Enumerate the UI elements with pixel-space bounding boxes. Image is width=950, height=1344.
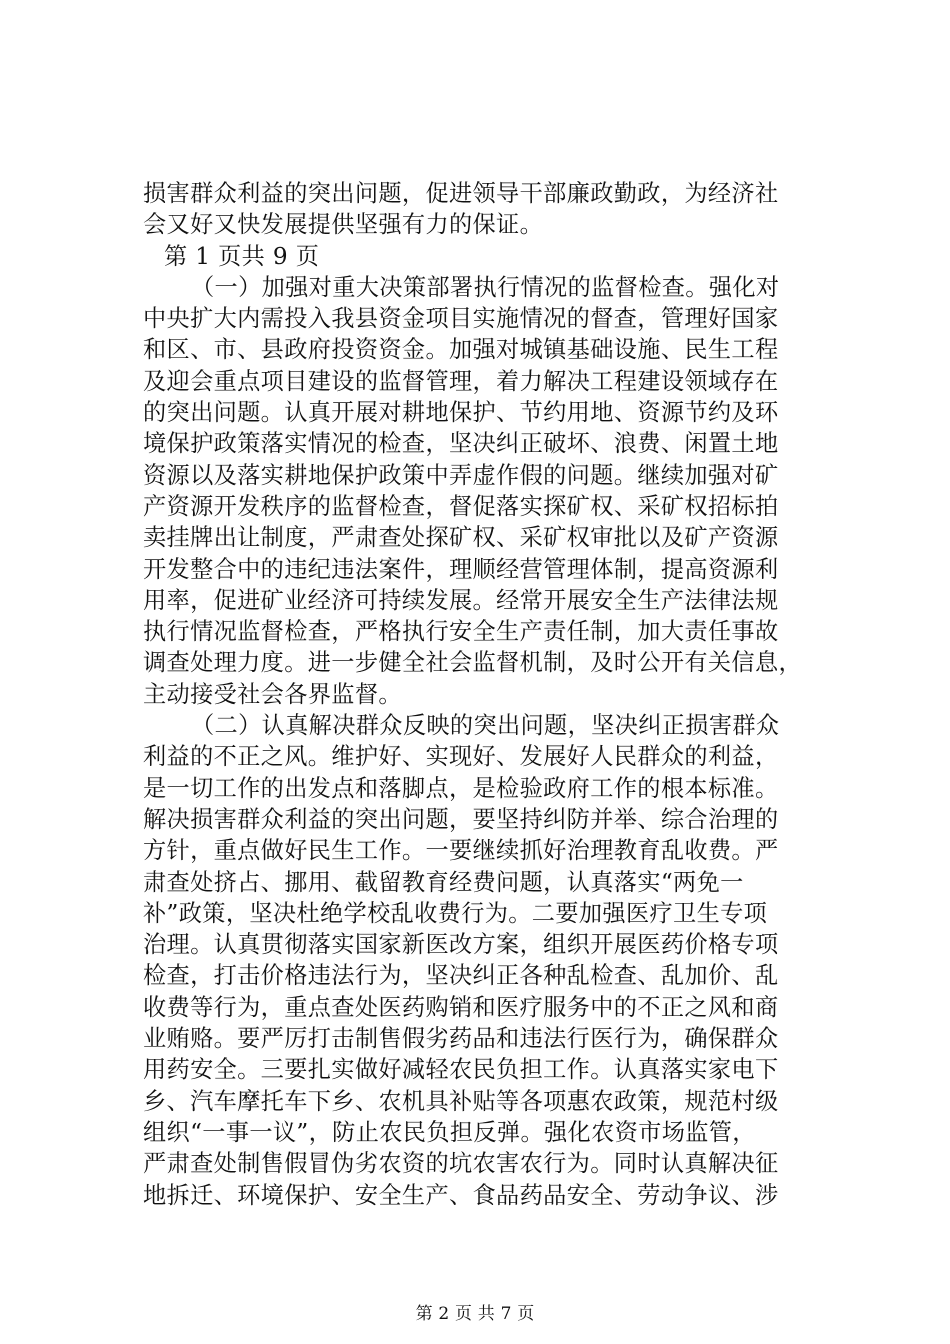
- section-2-line: 肃查处挤占、挪用、截留教育经费问题，认真落实“两免一: [143, 868, 744, 896]
- section-1-line: 执行情况监督检查，严格执行安全生产责任制，加大责任事故: [143, 618, 779, 646]
- section-2-line: （二）认真解决群众反映的突出问题，坚决纠正损害群众: [191, 712, 780, 740]
- section-2-line: 收费等行为，重点查处医药购销和医疗服务中的不正之风和商: [143, 993, 779, 1021]
- section-1-line: 境保护政策落实情况的检查，坚决纠正破坏、浪费、闲置土地: [143, 430, 779, 458]
- section-2-line: 业贿赂。要严厉打击制售假劣药品和违法行医行为，确保群众: [143, 1025, 779, 1053]
- section-2-line: 补”政策，坚决杜绝学校乱收费行为。二要加强医疗卫生专项: [143, 899, 768, 927]
- section-2-line: 乡、汽车摩托车下乡、农机具补贴等各项惠农政策，规范村级: [143, 1087, 779, 1115]
- section-1-line: 用率，促进矿业经济可持续发展。经常开展安全生产法律法规: [143, 586, 779, 614]
- section-1-line: 和区、市、县政府投资资金。加强对城镇基础设施、民生工程: [143, 336, 779, 364]
- section-1-line: 资源以及落实耕地保护政策中弄虚作假的问题。继续加强对矿: [143, 461, 779, 489]
- section-1-line: 调查处理力度。进一步健全社会监督机制，及时公开有关信息，: [143, 649, 803, 677]
- section-1-line: 及迎会重点项目建设的监督管理，着力解决工程建设领域存在: [143, 367, 779, 395]
- section-1-line: 开发整合中的违纪违法案件，理顺经营管理体制，提高资源利: [143, 555, 779, 583]
- document-body: [143, 178, 823, 1211]
- section-1-line: 中央扩大内需投入我县资金项目实施情况的督查，管理好国家: [143, 305, 779, 333]
- section-2-line: 利益的不正之风。维护好、实现好、发展好人民群众的利益，: [143, 743, 779, 771]
- inline-page-marker: 第 1 页共 9 页: [164, 242, 320, 270]
- section-2-line: 方针，重点做好民生工作。一要继续抓好治理教育乱收费。严: [143, 837, 779, 865]
- section-2-line: 地拆迁、环境保护、安全生产、食品药品安全、劳动争议、涉: [143, 1181, 779, 1209]
- section-1-line: 主动接受社会各界监督。: [143, 680, 402, 708]
- continuation-line: 损害群众利益的突出问题，促进领导干部廉政勤政，为经济社: [143, 180, 779, 207]
- section-2-line: 治理。认真贯彻落实国家新医改方案，组织开展医药价格专项: [143, 931, 779, 959]
- section-1-line: 产资源开发秩序的监督检查，督促落实探矿权、采矿权招标拍: [143, 492, 779, 520]
- page-footer: 第 2 页 共 7 页: [415, 1304, 535, 1324]
- section-1-line: 卖挂牌出让制度，严肃查处探矿权、采矿权审批以及矿产资源: [143, 524, 779, 552]
- section-2-line: 组织“一事一议”，防止农民负担反弹。强化农资市场监管，: [143, 1118, 756, 1146]
- section-2-line: 检查，打击价格违法行为，坚决纠正各种乱检查、乱加价、乱: [143, 962, 779, 990]
- section-2-line: 严肃查处制售假冒伪劣农资的坑农害农行为。同时认真解决征: [143, 1150, 779, 1178]
- section-1-line: 的突出问题。认真开展对耕地保护、节约用地、资源节约及环: [143, 399, 779, 427]
- section-1-line: （一）加强对重大决策部署执行情况的监督检查。强化对: [191, 273, 780, 301]
- section-2-line: 解决损害群众利益的突出问题，要坚持纠防并举、综合治理的: [143, 805, 779, 833]
- continuation-line: 会又好又快发展提供坚强有力的保证。: [143, 211, 544, 239]
- section-2-line: 用药安全。三要扎实做好减轻农民负担工作。认真落实家电下: [143, 1056, 779, 1084]
- section-2-line: 是一切工作的出发点和落脚点，是检验政府工作的根本标准。: [143, 774, 779, 802]
